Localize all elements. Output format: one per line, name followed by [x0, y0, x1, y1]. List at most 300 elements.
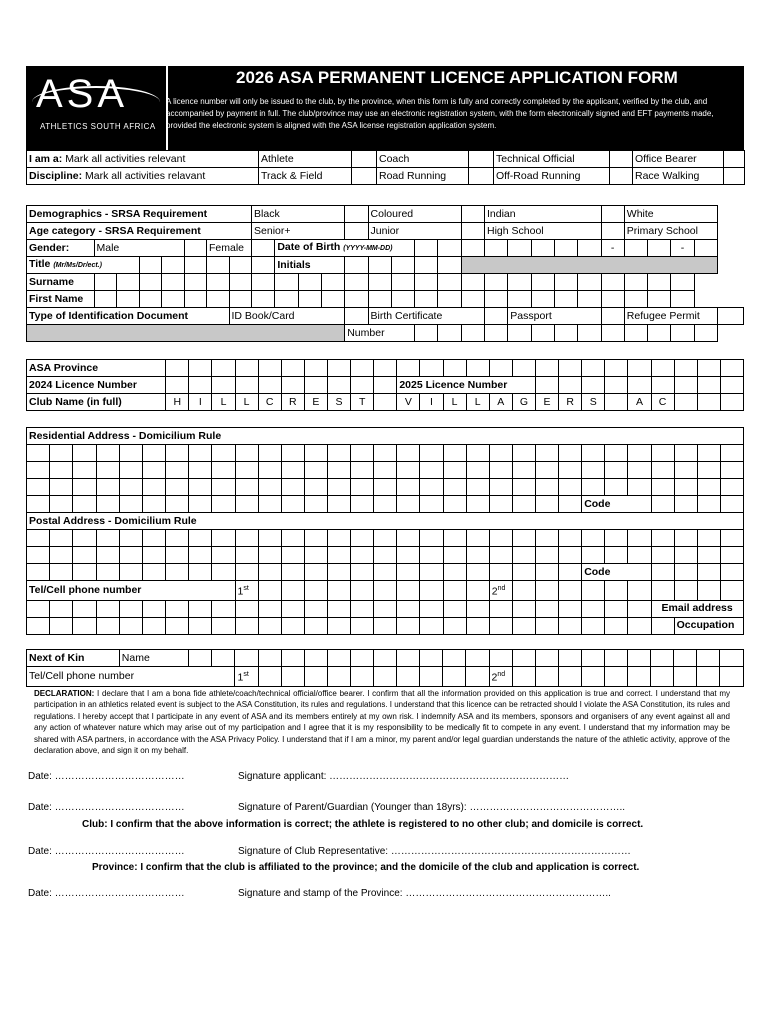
coloured-checkbox[interactable]	[461, 206, 484, 223]
occupation-cell[interactable]	[466, 617, 489, 634]
senior-checkbox[interactable]	[345, 223, 368, 240]
residential-cell[interactable]	[582, 462, 605, 479]
tel-second-cell[interactable]	[697, 581, 720, 601]
id-number-cell[interactable]	[508, 325, 531, 342]
id-number-cell[interactable]	[554, 325, 577, 342]
postal-code-cell[interactable]	[651, 564, 674, 581]
email-cell[interactable]	[143, 600, 166, 617]
postal-cell[interactable]	[327, 547, 350, 564]
residential-cell[interactable]	[697, 445, 720, 462]
residential-cell[interactable]	[720, 479, 743, 496]
postal-cell[interactable]	[73, 530, 96, 547]
club-letter-cell[interactable]	[605, 394, 628, 411]
kin-name-cell[interactable]	[350, 650, 373, 667]
occupation-cell[interactable]	[212, 617, 235, 634]
kin-name-cell[interactable]	[281, 650, 304, 667]
club-letter-cell[interactable]: H	[166, 394, 189, 411]
province-cell[interactable]	[674, 360, 697, 377]
residential-cell[interactable]	[327, 496, 350, 513]
postal-cell[interactable]	[697, 547, 720, 564]
club-letter-cell[interactable]: L	[235, 394, 258, 411]
surname-cell[interactable]	[139, 274, 162, 291]
occupation-cell[interactable]	[304, 617, 327, 634]
postal-cell[interactable]	[420, 530, 443, 547]
occupation-cell[interactable]	[559, 617, 582, 634]
residential-cell[interactable]	[605, 479, 628, 496]
residential-code-cell[interactable]	[720, 496, 743, 513]
residential-cell[interactable]	[189, 479, 212, 496]
occupation-cell[interactable]	[582, 617, 605, 634]
first-name-cell[interactable]	[139, 291, 162, 308]
residential-cell[interactable]	[304, 462, 327, 479]
club-letter-cell[interactable]: A	[628, 394, 651, 411]
email-cell[interactable]	[258, 600, 281, 617]
residential-cell[interactable]	[166, 496, 189, 513]
kin-name-cell[interactable]	[558, 650, 581, 667]
postal-cell[interactable]	[50, 530, 73, 547]
residential-cell[interactable]	[235, 445, 258, 462]
track-field-checkbox[interactable]	[352, 168, 377, 185]
email-cell[interactable]	[535, 600, 558, 617]
kin-tel-first-cell[interactable]	[397, 667, 420, 687]
first-name-cell[interactable]	[601, 291, 624, 308]
surname-cell[interactable]	[162, 274, 185, 291]
province-cell[interactable]	[327, 360, 350, 377]
tel-second-cell[interactable]	[674, 581, 697, 601]
male-checkbox[interactable]	[184, 240, 207, 257]
email-cell[interactable]	[327, 600, 350, 617]
postal-cell[interactable]	[559, 547, 582, 564]
email-cell[interactable]	[628, 600, 651, 617]
kin-name-cell[interactable]	[581, 650, 604, 667]
residential-cell[interactable]	[397, 462, 420, 479]
residential-cell[interactable]	[281, 462, 304, 479]
postal-cell[interactable]	[281, 547, 304, 564]
residential-cell[interactable]	[351, 462, 374, 479]
postal-cell[interactable]	[397, 564, 420, 581]
residential-cell[interactable]	[512, 496, 535, 513]
club-letter-cell[interactable]	[697, 394, 720, 411]
province-cell[interactable]	[443, 360, 466, 377]
surname-cell[interactable]	[184, 274, 207, 291]
occupation-cell[interactable]	[166, 617, 189, 634]
email-cell[interactable]	[212, 600, 235, 617]
residential-cell[interactable]	[258, 462, 281, 479]
surname-cell[interactable]	[461, 274, 484, 291]
residential-cell[interactable]	[73, 445, 96, 462]
occupation-cell[interactable]	[489, 617, 512, 634]
licence-2024-cell[interactable]	[304, 377, 327, 394]
club-letter-cell[interactable]: L	[443, 394, 466, 411]
postal-cell[interactable]	[27, 547, 50, 564]
birth-cert-checkbox[interactable]	[485, 308, 508, 325]
id-number-cell[interactable]	[694, 325, 717, 342]
surname-cell[interactable]	[94, 274, 117, 291]
province-cell[interactable]	[420, 360, 443, 377]
residential-cell[interactable]	[535, 496, 558, 513]
residential-cell[interactable]	[212, 462, 235, 479]
postal-cell[interactable]	[327, 564, 350, 581]
first-name-cell[interactable]	[321, 291, 344, 308]
residential-cell[interactable]	[420, 496, 443, 513]
postal-cell[interactable]	[73, 564, 96, 581]
province-cell[interactable]	[720, 360, 743, 377]
residential-cell[interactable]	[50, 462, 73, 479]
club-letter-cell[interactable]: I	[189, 394, 212, 411]
residential-cell[interactable]	[73, 496, 96, 513]
surname-cell[interactable]	[321, 274, 344, 291]
residential-cell[interactable]	[697, 462, 720, 479]
residential-cell[interactable]	[489, 496, 512, 513]
licence-2025-cell[interactable]	[559, 377, 582, 394]
postal-cell[interactable]	[235, 547, 258, 564]
id-number-cell[interactable]	[601, 325, 624, 342]
residential-cell[interactable]	[327, 479, 350, 496]
postal-cell[interactable]	[235, 530, 258, 547]
first-name-cell[interactable]	[415, 291, 438, 308]
email-cell[interactable]	[235, 600, 258, 617]
residential-cell[interactable]	[674, 462, 697, 479]
postal-cell[interactable]	[489, 547, 512, 564]
first-name-cell[interactable]	[368, 291, 391, 308]
postal-cell[interactable]	[443, 564, 466, 581]
licence-2025-cell[interactable]	[605, 377, 628, 394]
postal-cell[interactable]	[651, 530, 674, 547]
postal-cell[interactable]	[212, 530, 235, 547]
date-parent[interactable]: Date: …………………………………	[28, 802, 185, 813]
residential-cell[interactable]	[559, 479, 582, 496]
postal-cell[interactable]	[651, 547, 674, 564]
residential-cell[interactable]	[443, 496, 466, 513]
occupation-cell[interactable]	[605, 617, 628, 634]
residential-cell[interactable]	[466, 445, 489, 462]
residential-cell[interactable]	[720, 462, 743, 479]
residential-cell[interactable]	[582, 445, 605, 462]
title-cell[interactable]	[252, 257, 275, 274]
licence-2025-cell[interactable]	[697, 377, 720, 394]
residential-cell[interactable]	[96, 479, 119, 496]
residential-cell[interactable]	[489, 462, 512, 479]
residential-cell[interactable]	[397, 479, 420, 496]
surname-cell[interactable]	[391, 274, 414, 291]
postal-cell[interactable]	[119, 547, 142, 564]
postal-cell[interactable]	[720, 530, 743, 547]
first-name-cell[interactable]	[531, 291, 554, 308]
email-cell[interactable]	[397, 600, 420, 617]
surname-cell[interactable]	[578, 274, 601, 291]
licence-2024-cell[interactable]	[374, 377, 397, 394]
kin-tel-second-cell[interactable]	[651, 667, 674, 687]
id-number-cell[interactable]	[624, 325, 647, 342]
kin-tel-second-cell[interactable]	[604, 667, 627, 687]
residential-cell[interactable]	[466, 479, 489, 496]
id-number-cell[interactable]	[531, 325, 554, 342]
club-letter-cell[interactable]: E	[535, 394, 558, 411]
tel-first-cell[interactable]	[397, 581, 420, 601]
licence-2024-cell[interactable]	[351, 377, 374, 394]
postal-cell[interactable]	[697, 530, 720, 547]
province-cell[interactable]	[235, 360, 258, 377]
occupation-cell[interactable]	[143, 617, 166, 634]
email-cell[interactable]	[73, 600, 96, 617]
postal-cell[interactable]	[166, 530, 189, 547]
club-letter-cell[interactable]: C	[651, 394, 674, 411]
postal-cell[interactable]	[119, 530, 142, 547]
first-name-cell[interactable]	[345, 291, 368, 308]
occupation-cell[interactable]	[374, 617, 397, 634]
first-name-cell[interactable]	[184, 291, 207, 308]
tel-first-cell[interactable]	[374, 581, 397, 601]
club-letter-cell[interactable]	[720, 394, 743, 411]
email-cell[interactable]	[166, 600, 189, 617]
kin-name-cell[interactable]	[189, 650, 212, 667]
postal-cell[interactable]	[281, 530, 304, 547]
residential-cell[interactable]	[535, 445, 558, 462]
residential-cell[interactable]	[512, 445, 535, 462]
residential-cell[interactable]	[605, 462, 628, 479]
postal-cell[interactable]	[605, 530, 628, 547]
first-name-cell[interactable]	[461, 291, 484, 308]
first-name-cell[interactable]	[117, 291, 140, 308]
postal-cell[interactable]	[489, 530, 512, 547]
id-number-cell[interactable]	[671, 325, 694, 342]
passport-checkbox[interactable]	[601, 308, 624, 325]
first-name-cell[interactable]	[391, 291, 414, 308]
postal-cell[interactable]	[96, 564, 119, 581]
licence-2024-cell[interactable]	[166, 377, 189, 394]
tel-first-cell[interactable]	[443, 581, 466, 601]
kin-name-cell[interactable]	[512, 650, 535, 667]
postal-cell[interactable]	[258, 530, 281, 547]
residential-cell[interactable]	[420, 445, 443, 462]
postal-cell[interactable]	[50, 564, 73, 581]
road-running-checkbox[interactable]	[469, 168, 494, 185]
signature-club[interactable]: Signature of Club Representative: ………………………………………………………………	[238, 846, 631, 857]
surname-cell[interactable]	[554, 274, 577, 291]
residential-cell[interactable]	[582, 479, 605, 496]
title-cell[interactable]	[139, 257, 162, 274]
email-cell[interactable]	[512, 600, 535, 617]
residential-cell[interactable]	[420, 479, 443, 496]
email-cell[interactable]	[119, 600, 142, 617]
residential-cell[interactable]	[304, 479, 327, 496]
postal-cell[interactable]	[189, 547, 212, 564]
occupation-cell[interactable]	[189, 617, 212, 634]
id-book-checkbox[interactable]	[345, 308, 368, 325]
postal-cell[interactable]	[420, 547, 443, 564]
residential-cell[interactable]	[651, 462, 674, 479]
residential-cell[interactable]	[304, 496, 327, 513]
kin-tel-first-cell[interactable]	[350, 667, 373, 687]
residential-cell[interactable]	[351, 445, 374, 462]
postal-cell[interactable]	[189, 530, 212, 547]
province-cell[interactable]	[512, 360, 535, 377]
kin-tel-first-cell[interactable]	[466, 667, 489, 687]
postal-cell[interactable]	[674, 530, 697, 547]
email-cell[interactable]	[420, 600, 443, 617]
first-name-cell[interactable]	[624, 291, 647, 308]
tel-second-cell[interactable]	[512, 581, 535, 601]
kin-tel-second-cell[interactable]	[697, 667, 720, 687]
club-letter-cell[interactable]: R	[559, 394, 582, 411]
kin-name-cell[interactable]	[420, 650, 443, 667]
postal-cell[interactable]	[351, 547, 374, 564]
postal-cell[interactable]	[235, 564, 258, 581]
kin-name-cell[interactable]	[489, 650, 512, 667]
postal-cell[interactable]	[512, 564, 535, 581]
club-letter-cell[interactable]	[374, 394, 397, 411]
occupation-cell[interactable]	[535, 617, 558, 634]
surname-cell[interactable]	[345, 274, 368, 291]
postal-cell[interactable]	[143, 530, 166, 547]
postal-cell[interactable]	[96, 530, 119, 547]
residential-cell[interactable]	[27, 496, 50, 513]
residential-cell[interactable]	[189, 496, 212, 513]
surname-cell[interactable]	[117, 274, 140, 291]
postal-cell[interactable]	[212, 547, 235, 564]
tel-first-cell[interactable]	[304, 581, 327, 601]
kin-tel-second-cell[interactable]	[512, 667, 535, 687]
postal-cell[interactable]	[559, 564, 582, 581]
residential-cell[interactable]	[212, 445, 235, 462]
surname-cell[interactable]	[229, 274, 252, 291]
postal-cell[interactable]	[374, 564, 397, 581]
first-name-cell[interactable]	[648, 291, 671, 308]
athlete-checkbox[interactable]	[352, 151, 377, 168]
surname-cell[interactable]	[531, 274, 554, 291]
postal-cell[interactable]	[628, 547, 651, 564]
postal-cell[interactable]	[443, 547, 466, 564]
occupation-cell[interactable]	[512, 617, 535, 634]
residential-cell[interactable]	[466, 462, 489, 479]
occupation-cell[interactable]	[628, 617, 651, 634]
email-cell[interactable]	[50, 600, 73, 617]
kin-name-cell[interactable]	[466, 650, 489, 667]
residential-cell[interactable]	[281, 496, 304, 513]
first-name-cell[interactable]	[229, 291, 252, 308]
email-cell[interactable]	[189, 600, 212, 617]
id-number-cell[interactable]	[485, 325, 508, 342]
date-applicant[interactable]: Date: …………………………………	[28, 771, 185, 782]
dob-cell[interactable]	[648, 240, 671, 257]
residential-cell[interactable]	[559, 462, 582, 479]
licence-2024-cell[interactable]	[235, 377, 258, 394]
residential-cell[interactable]	[559, 496, 582, 513]
residential-cell[interactable]	[443, 445, 466, 462]
kin-tel-first-cell[interactable]	[443, 667, 466, 687]
initials-cell[interactable]	[368, 257, 391, 274]
postal-cell[interactable]	[143, 547, 166, 564]
province-cell[interactable]	[466, 360, 489, 377]
postal-cell[interactable]	[212, 564, 235, 581]
first-name-cell[interactable]	[298, 291, 321, 308]
residential-cell[interactable]	[96, 445, 119, 462]
province-cell[interactable]	[535, 360, 558, 377]
signature-province[interactable]: Signature and stamp of the Province: ……………………………………………………..	[238, 888, 611, 899]
postal-cell[interactable]	[535, 564, 558, 581]
email-cell[interactable]	[351, 600, 374, 617]
licence-2024-cell[interactable]	[189, 377, 212, 394]
province-cell[interactable]	[397, 360, 420, 377]
residential-cell[interactable]	[281, 479, 304, 496]
residential-cell[interactable]	[720, 445, 743, 462]
id-number-cell[interactable]	[578, 325, 601, 342]
residential-cell[interactable]	[27, 462, 50, 479]
date-province[interactable]: Date: …………………………………	[28, 888, 185, 899]
surname-cell[interactable]	[438, 274, 461, 291]
residential-cell[interactable]	[212, 496, 235, 513]
dob-cell[interactable]	[508, 240, 531, 257]
refugee-checkbox[interactable]	[718, 308, 744, 325]
residential-cell[interactable]	[212, 479, 235, 496]
email-cell[interactable]	[96, 600, 119, 617]
residential-cell[interactable]	[559, 445, 582, 462]
postal-cell[interactable]	[512, 530, 535, 547]
dob-cell[interactable]	[624, 240, 647, 257]
signature-parent[interactable]: Signature of Parent/Guardian (Younger than 18yrs): ………………………………………..	[238, 802, 625, 813]
province-cell[interactable]	[697, 360, 720, 377]
dob-cell[interactable]	[438, 240, 461, 257]
occupation-cell[interactable]	[651, 617, 674, 634]
club-letter-cell[interactable]: L	[212, 394, 235, 411]
licence-2024-cell[interactable]	[327, 377, 350, 394]
initials-cell[interactable]	[345, 257, 368, 274]
email-cell[interactable]	[605, 600, 628, 617]
tel-first-cell[interactable]	[281, 581, 304, 601]
postal-cell[interactable]	[281, 564, 304, 581]
surname-cell[interactable]	[415, 274, 438, 291]
occupation-cell[interactable]	[420, 617, 443, 634]
residential-code-cell[interactable]	[674, 496, 697, 513]
off-road-running-checkbox[interactable]	[610, 168, 633, 185]
residential-cell[interactable]	[351, 479, 374, 496]
high-school-checkbox[interactable]	[601, 223, 624, 240]
residential-cell[interactable]	[96, 496, 119, 513]
residential-cell[interactable]	[27, 479, 50, 496]
first-name-cell[interactable]	[94, 291, 117, 308]
surname-cell[interactable]	[275, 274, 298, 291]
licence-2025-cell[interactable]	[651, 377, 674, 394]
kin-name-cell[interactable]	[674, 650, 697, 667]
kin-tel-second-cell[interactable]	[558, 667, 581, 687]
province-cell[interactable]	[628, 360, 651, 377]
residential-cell[interactable]	[697, 479, 720, 496]
province-cell[interactable]	[258, 360, 281, 377]
surname-cell[interactable]	[648, 274, 671, 291]
licence-2024-cell[interactable]	[212, 377, 235, 394]
tel-second-cell[interactable]	[628, 581, 651, 601]
residential-cell[interactable]	[189, 462, 212, 479]
club-letter-cell[interactable]: S	[327, 394, 350, 411]
residential-cell[interactable]	[166, 445, 189, 462]
residential-cell[interactable]	[489, 479, 512, 496]
club-letter-cell[interactable]: R	[281, 394, 304, 411]
email-cell[interactable]	[443, 600, 466, 617]
occupation-cell[interactable]	[258, 617, 281, 634]
first-name-cell[interactable]	[252, 291, 275, 308]
occupation-cell[interactable]	[443, 617, 466, 634]
id-number-cell[interactable]	[438, 325, 461, 342]
kin-tel-second-cell[interactable]	[581, 667, 604, 687]
postal-cell[interactable]	[73, 547, 96, 564]
first-name-cell[interactable]	[508, 291, 531, 308]
residential-cell[interactable]	[327, 462, 350, 479]
residential-cell[interactable]	[189, 445, 212, 462]
first-name-cell[interactable]	[554, 291, 577, 308]
initials-cell[interactable]	[391, 257, 414, 274]
dob-cell[interactable]	[485, 240, 508, 257]
residential-cell[interactable]	[50, 496, 73, 513]
